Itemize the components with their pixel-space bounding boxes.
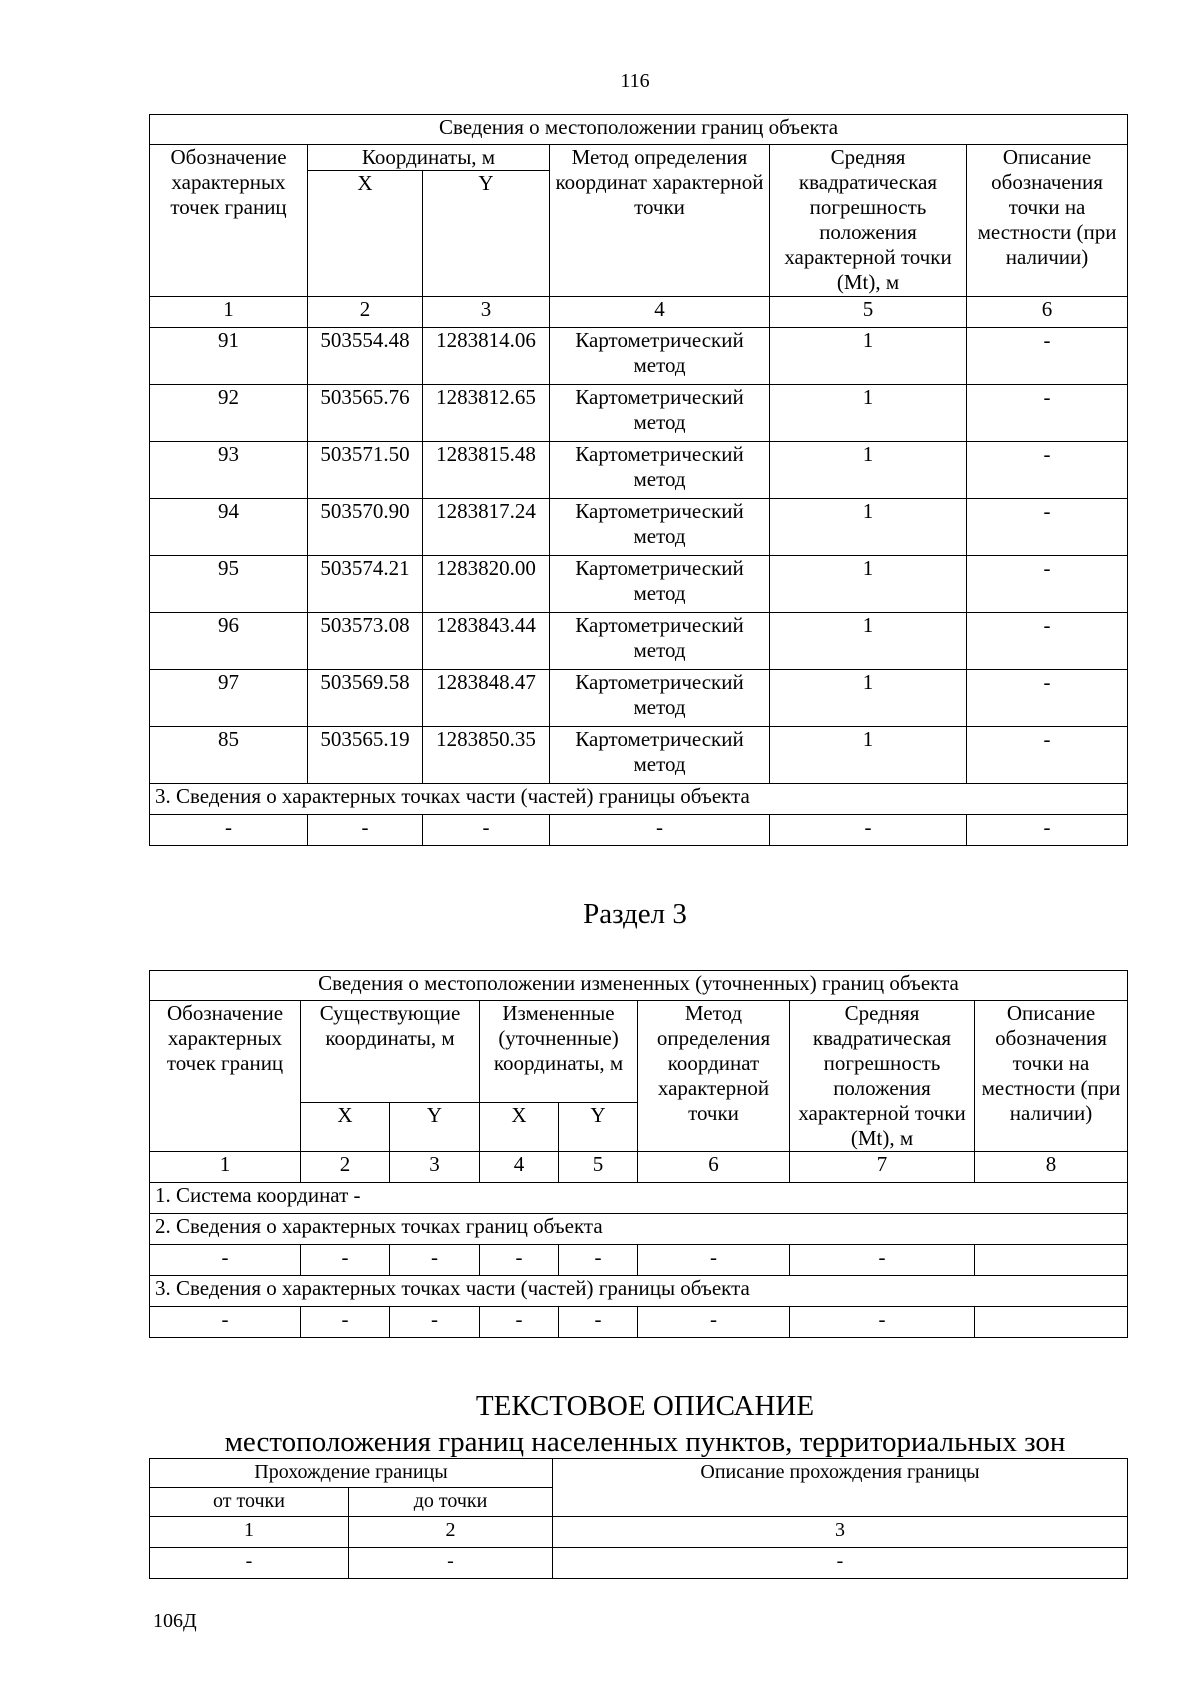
- header-changed: Измененные (уточненные) координаты, м: [480, 1001, 638, 1103]
- parts-cell: -: [559, 1307, 638, 1338]
- points-heading: 2. Сведения о характерных точках границ объекта: [150, 1214, 1128, 1245]
- header-description: Описание обозначения точки на местности (при наличии): [975, 1001, 1128, 1152]
- page-number: 116: [620, 70, 650, 92]
- table-row: [150, 556, 1128, 613]
- section-heading: Раздел 3: [583, 898, 687, 930]
- colnum-7: 7: [790, 1152, 975, 1183]
- description: -: [967, 442, 1128, 499]
- table-row: [150, 385, 1128, 442]
- parts-heading: 3. Сведения о характерных точках части (частей) границы объекта: [150, 1276, 1128, 1307]
- coord-x: 503569.58: [308, 670, 423, 727]
- table-row: [150, 328, 1128, 385]
- header-designation: Обозначение характерных точек границ: [150, 1001, 301, 1152]
- header-x: X: [308, 171, 423, 297]
- coord-y: 1283843.44: [423, 613, 550, 670]
- parts-cell: -: [790, 1307, 975, 1338]
- parts-cell: -: [638, 1307, 790, 1338]
- coord-y: 1283815.48: [423, 442, 550, 499]
- to-cell: -: [349, 1548, 553, 1579]
- error: 1: [770, 670, 967, 727]
- method: Картометрический метод: [550, 499, 770, 556]
- description: -: [967, 556, 1128, 613]
- points-cell: -: [480, 1245, 559, 1276]
- description: -: [967, 328, 1128, 385]
- points-cell: -: [638, 1245, 790, 1276]
- point-id: 91: [150, 328, 308, 385]
- points-cell: -: [301, 1245, 390, 1276]
- error: 1: [770, 328, 967, 385]
- parts-cell: -: [308, 815, 423, 846]
- parts-cell: -: [423, 815, 550, 846]
- method: Картометрический метод: [550, 328, 770, 385]
- table2-title: Сведения о местоположении измененных (уточненных) границ объекта: [150, 971, 1128, 1001]
- colnum-8: 8: [975, 1152, 1128, 1183]
- method: Картометрический метод: [550, 727, 770, 784]
- parts-cell: -: [967, 815, 1128, 846]
- coord-x: 503565.19: [308, 727, 423, 784]
- parts-cell: -: [301, 1307, 390, 1338]
- parts-cell: -: [480, 1307, 559, 1338]
- point-id: 94: [150, 499, 308, 556]
- coord-y: 1283848.47: [423, 670, 550, 727]
- coord-x: 503573.08: [308, 613, 423, 670]
- header-existing: Существующие координаты, м: [301, 1001, 480, 1103]
- changed-boundaries-table: [149, 970, 1128, 1338]
- colnum-2: 2: [349, 1517, 553, 1548]
- error: 1: [770, 613, 967, 670]
- table-row: [150, 670, 1128, 727]
- colnum-5: 5: [559, 1152, 638, 1183]
- colnum-2: 2: [308, 297, 423, 328]
- header-y-changed: Y: [559, 1103, 638, 1152]
- table-row: [150, 1307, 1128, 1338]
- colnum-5: 5: [770, 297, 967, 328]
- table-row: [150, 613, 1128, 670]
- coord-x: 503554.48: [308, 328, 423, 385]
- description: -: [967, 670, 1128, 727]
- table-row: [150, 442, 1128, 499]
- coord-x: 503574.21: [308, 556, 423, 613]
- colnum-3: 3: [390, 1152, 480, 1183]
- method: Картометрический метод: [550, 442, 770, 499]
- parts-cell: -: [150, 815, 308, 846]
- parts-cell: [975, 1307, 1128, 1338]
- coord-y: 1283820.00: [423, 556, 550, 613]
- table-row: [150, 1245, 1128, 1276]
- description: -: [967, 727, 1128, 784]
- points-cell: [975, 1245, 1128, 1276]
- colnum-1: 1: [150, 1517, 349, 1548]
- header-passage: Прохождение границы: [150, 1459, 553, 1488]
- coord-y: 1283812.65: [423, 385, 550, 442]
- header-description: Описание обозначения точки на местности (при наличии): [967, 145, 1128, 297]
- error: 1: [770, 385, 967, 442]
- coordinate-system: 1. Система координат -: [150, 1183, 1128, 1214]
- table1-title: Сведения о местоположении границ объекта: [150, 115, 1128, 145]
- method: Картометрический метод: [550, 556, 770, 613]
- table-row: [150, 727, 1128, 784]
- coord-y: 1283814.06: [423, 328, 550, 385]
- description: -: [967, 613, 1128, 670]
- colnum-6: 6: [638, 1152, 790, 1183]
- points-cell: -: [790, 1245, 975, 1276]
- point-id: 93: [150, 442, 308, 499]
- header-error: Средняя квадратическая погрешность положения характерной точки (Mt), м: [770, 145, 967, 297]
- header-y: Y: [423, 171, 550, 297]
- description-cell: -: [553, 1548, 1128, 1579]
- header-coordinates: Координаты, м: [308, 145, 550, 171]
- error: 1: [770, 556, 967, 613]
- point-id: 96: [150, 613, 308, 670]
- table-row: [150, 499, 1128, 556]
- coord-x: 503571.50: [308, 442, 423, 499]
- header-method: Метод определения координат характерной точки: [638, 1001, 790, 1152]
- parts-cell: -: [770, 815, 967, 846]
- colnum-2: 2: [301, 1152, 390, 1183]
- boundary-passage-table: [149, 1458, 1128, 1579]
- header-designation: Обозначение характерных точек границ: [150, 145, 308, 297]
- colnum-3: 3: [423, 297, 550, 328]
- parts-cell: -: [550, 815, 770, 846]
- text-description-subtitle: местоположения границ населенных пунктов, территориальных зон: [224, 1426, 1066, 1458]
- from-cell: -: [150, 1548, 349, 1579]
- method: Картометрический метод: [550, 385, 770, 442]
- colnum-3: 3: [553, 1517, 1128, 1548]
- parts-cell: -: [150, 1307, 301, 1338]
- colnum-4: 4: [550, 297, 770, 328]
- header-x-changed: X: [480, 1103, 559, 1152]
- colnum-6: 6: [967, 297, 1128, 328]
- colnum-4: 4: [480, 1152, 559, 1183]
- method: Картометрический метод: [550, 670, 770, 727]
- coord-y: 1283817.24: [423, 499, 550, 556]
- table-row: [150, 815, 1128, 846]
- header-passage-description: Описание прохождения границы: [553, 1459, 1128, 1517]
- error: 1: [770, 727, 967, 784]
- description: -: [967, 385, 1128, 442]
- coord-y: 1283850.35: [423, 727, 550, 784]
- colnum-1: 1: [150, 1152, 301, 1183]
- table-row: [150, 1548, 1128, 1579]
- points-cell: -: [390, 1245, 480, 1276]
- header-to-point: до точки: [349, 1488, 553, 1517]
- coord-x: 503570.90: [308, 499, 423, 556]
- parts-cell: -: [390, 1307, 480, 1338]
- points-cell: -: [559, 1245, 638, 1276]
- error: 1: [770, 442, 967, 499]
- point-id: 92: [150, 385, 308, 442]
- header-from-point: от точки: [150, 1488, 349, 1517]
- header-error: Средняя квадратическая погрешность положения характерной точки (Mt), м: [790, 1001, 975, 1152]
- description: -: [967, 499, 1128, 556]
- coord-x: 503565.76: [308, 385, 423, 442]
- point-id: 97: [150, 670, 308, 727]
- points-cell: -: [150, 1245, 301, 1276]
- boundary-points-table: [149, 114, 1128, 846]
- header-y-existing: Y: [390, 1103, 480, 1152]
- error: 1: [770, 499, 967, 556]
- header-method: Метод определения координат характерной точки: [550, 145, 770, 297]
- parts-heading: 3. Сведения о характерных точках части (частей) границы объекта: [150, 784, 1128, 815]
- colnum-1: 1: [150, 297, 308, 328]
- point-id: 95: [150, 556, 308, 613]
- point-id: 85: [150, 727, 308, 784]
- method: Картометрический метод: [550, 613, 770, 670]
- header-x-existing: X: [301, 1103, 390, 1152]
- footer-code: 106Д: [153, 1610, 197, 1632]
- text-description-title: ТЕКСТОВОЕ ОПИСАНИЕ: [475, 1390, 815, 1422]
